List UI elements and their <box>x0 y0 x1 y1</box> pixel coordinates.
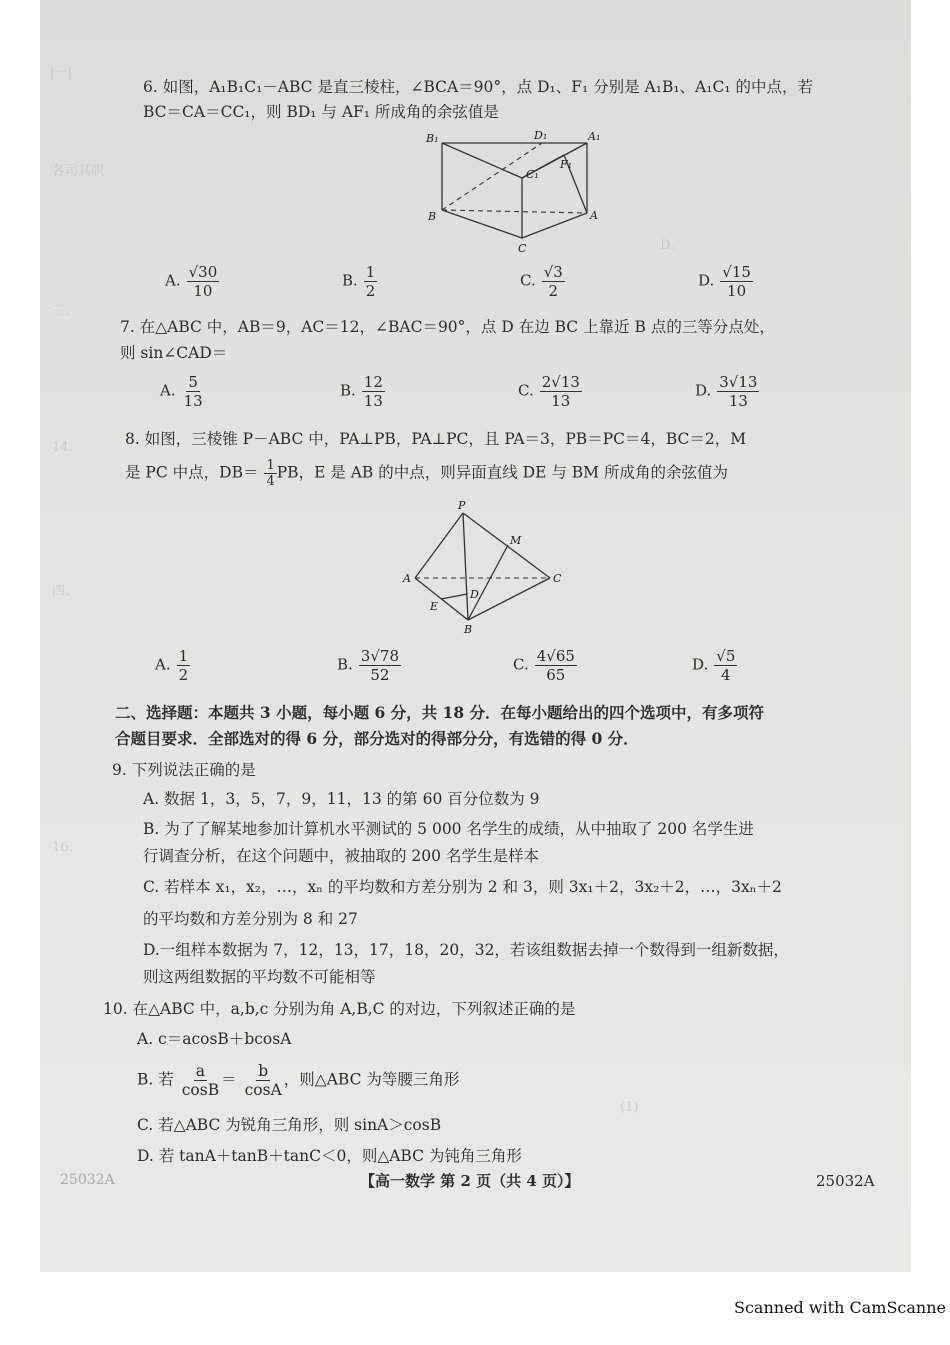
q6-option-c: C. $\frac{√3}{2}$ <box>520 263 563 300</box>
q6-option-b: B. $\frac{1}{2}$ <box>342 263 376 300</box>
q9-option-b-line2: 行调查分析，在这个问题中，被抽取的 200 名学生是样本 <box>143 847 539 865</box>
section2-header-line2: 合题目要求．全部选对的得 6 分，部分选对的得部分分，有选错的得 0 分． <box>115 729 639 748</box>
q6-label-f1: F₁ <box>560 158 573 171</box>
q9-option-a: A. 数据 1，3，5，7，9，11，13 的第 60 百分位数为 9 <box>143 790 540 808</box>
q10-option-a: A. c＝acosB＋bcosA <box>137 1030 292 1048</box>
q8-pyramid-figure <box>400 498 580 638</box>
q6-label-a: A <box>590 209 598 222</box>
q9-option-d-line1: D.一组样本数据为 7，12，13，17，18，20，32，若该组数据去掉一个数得到一组新数据， <box>143 941 789 959</box>
q8-label-d: D <box>470 588 479 601</box>
q8-stem-line2: 是 PC 中点，DB＝ $\frac{1}{4}$ PB，E 是 AB 的中点，则异面直线 DE 与 BM 所成角的余弦值为 <box>125 458 728 489</box>
bleed-through-text: 四、 <box>52 584 79 599</box>
q7-stem-line2: 则 sin∠CAD＝ <box>120 344 228 362</box>
bleed-through-code: 25032A <box>60 1172 115 1188</box>
section2-header-line1: 二、选择题：本题共 3 小题，每小题 6 分，共 18 分．在每小题给出的四个选项中，有多项符 <box>115 703 765 722</box>
exam-code: 25032A <box>816 1172 875 1190</box>
q6-label-d1: D₁ <box>534 129 548 142</box>
q6-option-a: A. $\frac{√30}{10}$ <box>165 263 218 300</box>
q10-option-c: C. 若△ABC 为锐角三角形，则 sinA＞cosB <box>137 1116 442 1134</box>
q10-stem: 10. 在△ABC 中，a,b,c 分别为角 A,B,C 的对边，下列叙述正确的是 <box>103 1000 576 1018</box>
q9-stem: 9. 下列说法正确的是 <box>112 761 256 779</box>
q6-label-b: B <box>428 210 437 223</box>
q8-label-b: B <box>464 623 473 636</box>
q9-option-c-line2: 的平均数和方差分别为 8 和 27 <box>143 910 358 928</box>
q9-option-b-line1: B. 为了了解某地参加计算机水平测试的 5 000 名学生的成绩，从中抽取了 200 名学生进 <box>143 820 754 838</box>
q7-option-c: C. $\frac{2√13}{13}$ <box>518 373 580 410</box>
bleed-through-text: 三、 <box>52 304 79 319</box>
q9-option-d-line2: 则这两组数据的平均数不可能相等 <box>143 968 376 986</box>
q7-stem-line1: 7. 在△ABC 中，AB＝9，AC＝12，∠BAC＝90°，点 D 在边 BC 上靠近 B 点的三等分点处， <box>120 318 775 336</box>
q8-option-c: C. $\frac{4√65}{65}$ <box>513 647 575 684</box>
q6-stem-line2: BC＝CA＝CC₁，则 BD₁ 与 AF₁ 所成角的余弦值是 <box>143 103 499 121</box>
q8-option-d: D. $\frac{√5}{4}$ <box>692 647 736 684</box>
q8-option-a: A. $\frac{1}{2}$ <box>155 647 189 684</box>
q8-label-p: P <box>458 499 466 512</box>
q8-option-b: B. $\frac{3√78}{52}$ <box>337 647 399 684</box>
q6-label-b1: B₁ <box>426 132 439 145</box>
q7-option-d: D. $\frac{3√13}{13}$ <box>695 373 758 410</box>
q10-option-b: B. 若 $\frac{a}{\cos B}$ ＝ $\frac{b}{\cos A}$ ，则△ABC 为等腰三角形 <box>137 1062 460 1099</box>
bleed-through-text: 14. <box>52 440 73 455</box>
page-footer-label: 【高一数学 第 2 页（共 4 页）】 <box>360 1172 580 1190</box>
q6-label-c: C <box>518 242 527 255</box>
q6-label-a1: A₁ <box>588 130 601 143</box>
q8-label-e: E <box>430 600 439 613</box>
bleed-through-text: 16. <box>52 840 73 855</box>
scanned-page <box>40 0 911 1272</box>
q8-label-c: C <box>553 572 562 585</box>
q7-option-a: A. $\frac{5}{13}$ <box>160 373 203 410</box>
bleed-through-text: D. <box>660 238 675 253</box>
q9-option-c-line1: C. 若样本 x₁，x₂，…，xₙ 的平均数和方差分别为 2 和 3，则 3x₁＋2，3x₂＋2，…，3xₙ＋2 <box>143 878 782 896</box>
q6-option-d: D. $\frac{√15}{10}$ <box>698 263 751 300</box>
bleed-through-text: (1) <box>620 1100 639 1115</box>
q10-option-d: D. 若 tanA＋tanB＋tanC＜0，则△ABC 为钝角三角形 <box>137 1147 522 1165</box>
q8-label-a: A <box>403 572 411 585</box>
q6-prism-figure <box>422 128 602 258</box>
q7-option-b: B. $\frac{12}{13}$ <box>340 373 383 410</box>
q6-label-c1: C₁ <box>526 168 539 181</box>
q8-label-m: M <box>510 534 522 547</box>
q6-stem-line1: 6. 如图，A₁B₁C₁－ABC 是直三棱柱，∠BCA＝90°，点 D₁、F₁ 分别是 A₁B₁、A₁C₁ 的中点，若 <box>143 78 813 96</box>
bleed-through-text: |一| <box>50 66 72 81</box>
q8-stem-line1: 8. 如图，三棱锥 P－ABC 中，PA⊥PB，PA⊥PC，且 PA＝3，PB＝PC＝4，BC＝2，M <box>125 430 747 448</box>
bleed-through-text: 各司其职 <box>52 164 105 179</box>
scanner-watermark: Scanned with CamScanne <box>734 1298 946 1317</box>
